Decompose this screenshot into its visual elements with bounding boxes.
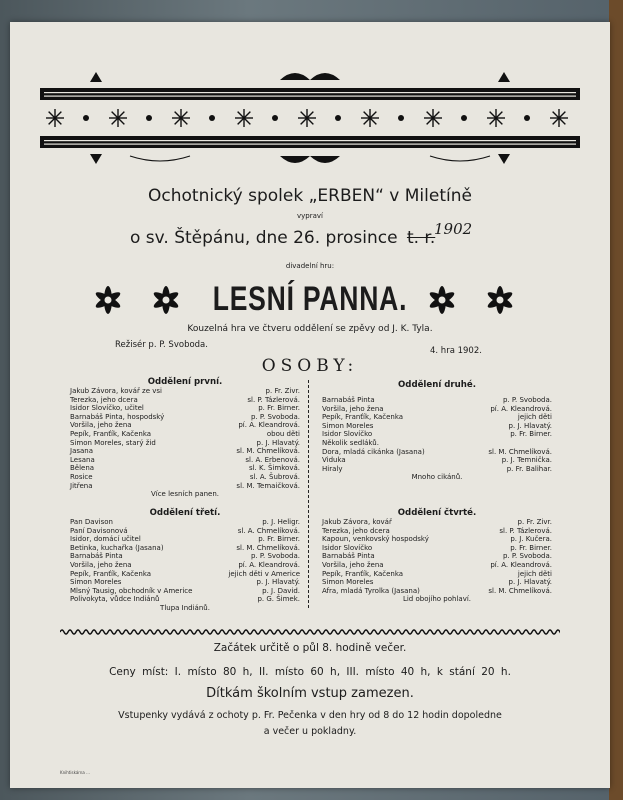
section-heading: Oddělení čtvrté. [397, 508, 477, 518]
actor-name: pí. A. Kleandrová. [490, 404, 552, 413]
dot-ornament [209, 115, 215, 121]
actor-name: p. J. Hlavatý. [256, 578, 300, 587]
actor-name: p. J. Temnička. [501, 456, 552, 465]
actor-name: sl. A. Chmelíková. [237, 526, 300, 535]
section-footer: Více lesních panen. [150, 490, 220, 499]
cast-row [322, 570, 552, 579]
role-name: Simon Moreles, starý žid [70, 438, 156, 447]
actor-name: p. G. Šimek. [257, 595, 300, 604]
role-name: Isidor Slovíčko, učitel [70, 404, 144, 413]
section-footer: Mnoho cikánů. [411, 473, 463, 482]
cast-row [70, 387, 300, 396]
poster-sheet [10, 22, 610, 788]
play-title: LESNÍ PANNA. [212, 280, 408, 318]
actor-name: p. Fr. Birner. [258, 404, 300, 413]
role-name: Rosice [70, 472, 93, 481]
star-ornament [550, 109, 568, 127]
star-ornament [487, 109, 505, 127]
actor-name: p. Fr. Balihar. [506, 464, 552, 473]
role-name: Voršila, jeho žena [322, 404, 384, 413]
director-line: Režisér p. P. Svoboda. [115, 340, 208, 350]
actor-name: p. J. David. [262, 586, 300, 595]
dot-ornament [461, 115, 467, 121]
actor-name: sl. M. Chmelíková. [236, 543, 300, 552]
role-name: Pepík, Franťík, Kačenka [322, 413, 404, 422]
actor-name: sl. M. Chmelíková. [488, 586, 552, 595]
actor-name: p. J. Heligr. [262, 518, 300, 526]
actor-name: sl. M. Chmelíková. [488, 447, 552, 456]
cast-row [70, 430, 300, 439]
date-text: o sv. Štěpánu, dne 26. prosince [130, 228, 398, 248]
role-name: Jakub Závora, kovář ze vsi [70, 387, 162, 395]
actor-name: p. J. Hlavatý. [508, 421, 552, 430]
cast-row [70, 421, 300, 430]
cast-row [70, 439, 300, 448]
cast-row [70, 396, 300, 405]
actor-name: sl. A. Erbenová. [245, 455, 300, 464]
cast-row [322, 430, 552, 439]
cast-row [322, 422, 552, 431]
cast-row [322, 561, 552, 570]
section-second [322, 380, 552, 482]
crown-ornament-right [498, 72, 510, 82]
cast-row [322, 535, 552, 544]
actor-name: p. J. Kučera. [510, 535, 552, 544]
role-name: Lesana [70, 455, 95, 464]
cast-row [322, 439, 552, 448]
cast-row [322, 396, 552, 405]
top-flourish [280, 73, 340, 80]
role-name: Voršila, jeho žena [70, 560, 132, 569]
role-name: Viduka [322, 456, 346, 465]
wavy-rule [60, 628, 560, 636]
role-name: Barnabáš Pinta [322, 396, 375, 404]
actor-name: p. J. Hlavatý. [256, 438, 300, 447]
cast-row [322, 456, 552, 465]
role-name: Paní Davisonová [70, 526, 128, 535]
cast-row [322, 578, 552, 587]
cast-row [322, 518, 552, 527]
role-name: Barnabáš Pinta [322, 552, 375, 561]
role-name: Hiraly [322, 464, 343, 473]
section-fourth [322, 508, 552, 604]
cast-row [70, 482, 300, 491]
role-name: Isidor Slovíčko [322, 543, 373, 552]
cast-row [70, 464, 300, 473]
star-ornament [109, 109, 127, 127]
cast-row [70, 570, 300, 579]
role-name: Terezka, jeho dcera [70, 395, 138, 404]
role-name: Pepík, Franťík, Kačenka [70, 429, 152, 438]
actor-name: p. P. Svoboda. [502, 396, 552, 404]
cast-list [322, 396, 552, 473]
play-intro: divadelní hru: [285, 262, 335, 270]
year-handwritten: 1902 [434, 220, 473, 238]
actor-name: p. Fr. Zivr. [265, 387, 300, 395]
role-name: Simon Moreles [322, 578, 374, 587]
actor-name: obou děti [266, 429, 300, 438]
actor-name: sl. M. Temaičková. [236, 481, 300, 490]
star-row [46, 109, 568, 127]
role-name: Polivokyta, vůdce Indiánů [70, 595, 160, 604]
cast-row [322, 527, 552, 536]
role-name: Jakub Závora, kovář [322, 518, 392, 526]
role-name: Dora, mladá cikánka (Jasana) [322, 447, 425, 456]
section-third [70, 508, 300, 613]
cast-list [70, 387, 300, 490]
cast-row [322, 544, 552, 553]
section-heading: Oddělení druhé. [398, 380, 476, 390]
cast-row [70, 544, 300, 553]
actor-name: p. P. Svoboda. [250, 552, 300, 561]
cast-row [70, 535, 300, 544]
children-notice: Dítkám školním vstup zamezen. [206, 686, 414, 701]
star-ornament [235, 109, 253, 127]
role-name: Barnabáš Pinta [70, 552, 123, 561]
actor-name: p. Fr. Birner. [510, 430, 552, 439]
date-line [130, 228, 435, 248]
cast-row [70, 473, 300, 482]
actor-name: p. Fr. Birner. [510, 543, 552, 552]
cast-row [70, 413, 300, 422]
dot-ornament [524, 115, 530, 121]
tickets-line-1: Vstupenky vydává z ochoty p. Fr. Pečenka v den hry od 8 do 12 hodin dopoledne [118, 710, 502, 721]
crown-ornament-left [90, 72, 102, 82]
actor-name: sl. K. Šimková. [248, 464, 300, 473]
actor-name: p. P. Svoboda. [502, 552, 552, 561]
role-name: Terezka, jeho dcera [322, 526, 390, 535]
actor-name: sl. M. Chmelíková. [236, 447, 300, 456]
role-name: Voršila, jeho žena [70, 421, 132, 430]
cast-row [70, 404, 300, 413]
section-footer: Lid obojího pohlaví. [402, 595, 472, 604]
cast-row [322, 552, 552, 561]
role-name: Simon Moreles [70, 578, 122, 587]
cast-row [322, 413, 552, 422]
dot-ornament [398, 115, 404, 121]
section-footer: Tlupa Indiánů. [160, 603, 210, 612]
cast-row [322, 405, 552, 414]
role-name: Několik sedláků. [322, 438, 379, 447]
tickets-line-2: a večer u pokladny. [263, 726, 357, 737]
role-name: Betinka, kuchařka (Jasana) [70, 543, 164, 552]
start-time: Začátek určitě o půl 8. hodině večer. [213, 642, 407, 654]
play-subtitle: Kouzelná hra ve čtveru oddělení se zpěvy od J. K. Tyla. [187, 324, 433, 334]
star-ornament [298, 109, 316, 127]
cast-row [322, 465, 552, 474]
role-name: Isidor Slovíčko [322, 430, 373, 439]
role-name: Pepík, Franťík, Kačenka [322, 569, 404, 578]
cast-heading: OSOBY: [261, 356, 359, 376]
actor-name: p. J. Hlavatý. [508, 578, 552, 587]
role-name: Voršila, jeho žena [322, 560, 384, 569]
role-name: Mlsný Tausig, obchodník v Americe [70, 586, 193, 595]
cast-list [322, 518, 552, 595]
actor-name: sl. P. Tázlerová. [499, 526, 552, 535]
printer-imprint: Knihtiskárna ... [60, 770, 90, 775]
presents-label: vypraví [297, 212, 323, 220]
role-name: Pepík, Franťík, Kačenka [70, 569, 152, 578]
role-name: Bělena [70, 464, 95, 473]
star-ornament [361, 109, 379, 127]
cast-list [70, 518, 300, 604]
section-first [70, 377, 300, 499]
role-name: Isidor, domácí učitel [70, 535, 141, 544]
role-name: Jasana [70, 447, 94, 456]
frame-edge [609, 0, 623, 800]
cast-row [70, 578, 300, 587]
actor-name: pí. A. Kleandrová. [238, 560, 300, 569]
prices-line: Ceny míst: I. místo 80 h, II. místo 60 h, III. místo 40 h, k stání 20 h. [109, 666, 511, 678]
actor-name: sl. P. Tázlerová. [247, 395, 300, 404]
actor-name: p. Fr. Birner. [258, 535, 300, 544]
role-name: Afra, mladá Tyrolka (Jasana) [322, 586, 420, 595]
column-divider [308, 380, 309, 608]
year-printed: t. r. [406, 228, 436, 248]
role-name: Barnabáš Pinta, hospodský [70, 412, 165, 421]
role-name: Simon Moreles [322, 421, 374, 430]
cast-row [70, 561, 300, 570]
actor-name: jejich děti v Americe [228, 569, 300, 578]
star-ornament [424, 109, 442, 127]
dot-ornament [146, 115, 152, 121]
dot-ornament [83, 115, 89, 121]
actor-name: jejich děti [517, 413, 552, 422]
cast-row [70, 552, 300, 561]
star-ornament [172, 109, 190, 127]
actor-name: p. P. Svoboda. [250, 412, 300, 421]
dot-ornament [272, 115, 278, 121]
actor-name: pí. A. Kleandrová. [238, 421, 300, 430]
play-number: 4. hra 1902. [430, 346, 482, 356]
cast-row [70, 527, 300, 536]
cast-row [70, 595, 300, 604]
society-line: Ochotnický spolek „ERBEN“ v Miletíně [148, 186, 472, 206]
section-heading: Oddělení třetí. [149, 508, 221, 518]
actor-name: pí. A. Kleandrová. [490, 560, 552, 569]
role-name: Kapoun, venkovský hospodský [322, 535, 429, 544]
role-name: Jitřena [70, 481, 93, 490]
dot-ornament [335, 115, 341, 121]
cast-row [322, 587, 552, 596]
cast-row [70, 447, 300, 456]
actor-name: sl. A. Šubrová. [249, 472, 300, 481]
cast-row [322, 448, 552, 457]
role-name: Pan Davison [70, 518, 113, 526]
section-heading: Oddělení první. [147, 377, 223, 387]
actor-name: jejich děti [517, 569, 552, 578]
actor-name: p. Fr. Zivr. [517, 518, 552, 526]
star-ornament [46, 109, 64, 127]
cast-row [70, 518, 300, 527]
